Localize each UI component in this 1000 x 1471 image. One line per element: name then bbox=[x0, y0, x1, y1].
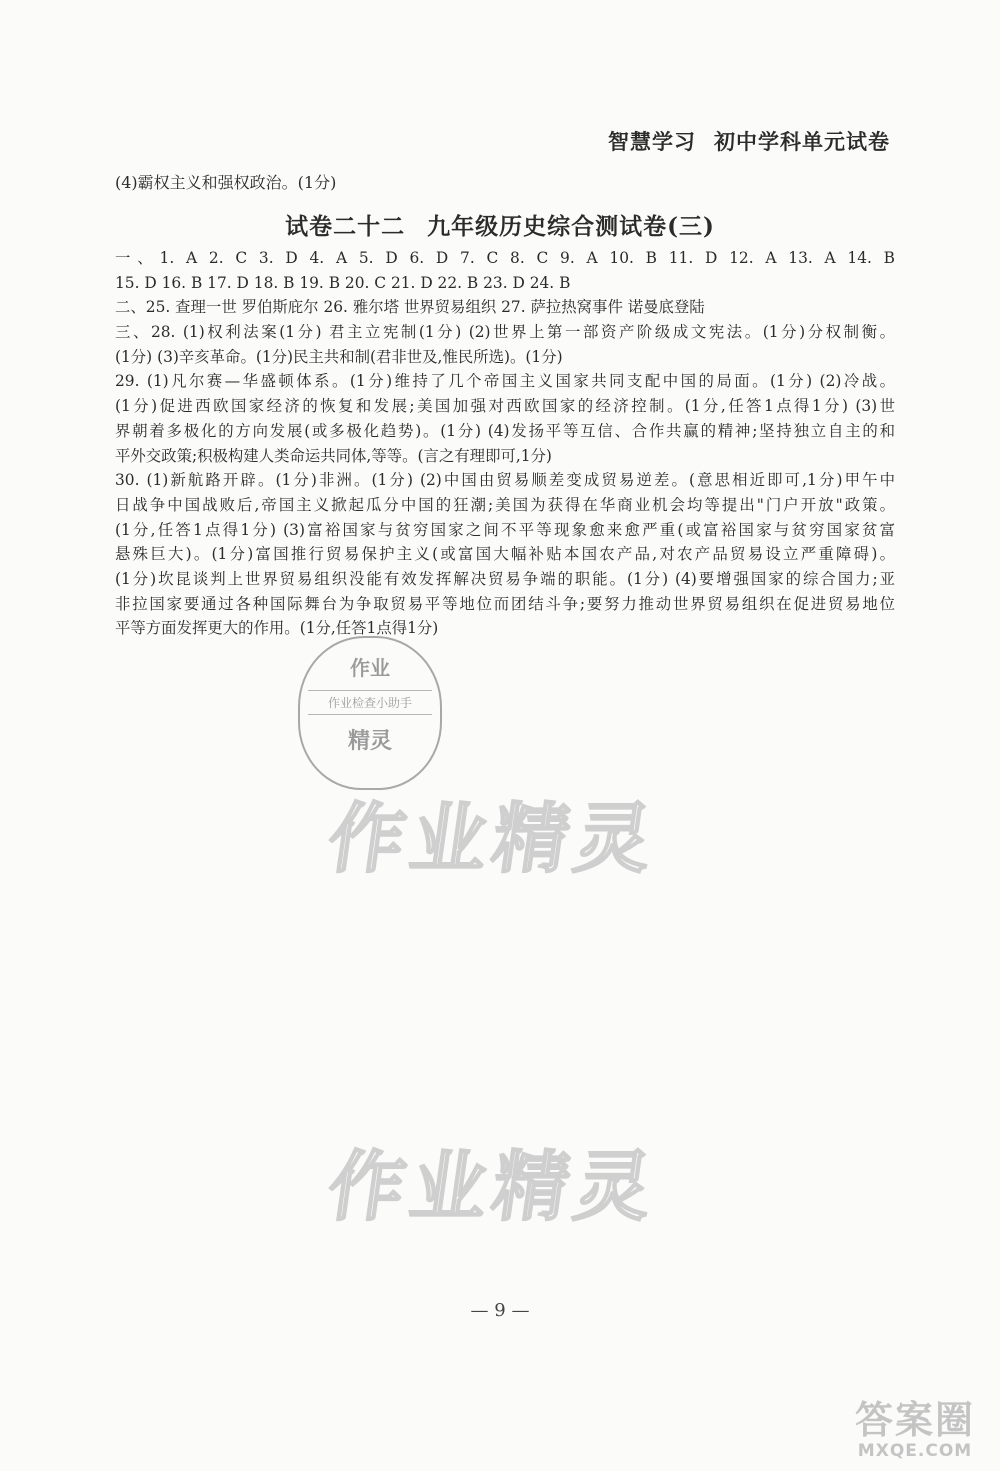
answer-line: 平外交政策;积极构建人类命运共同体,等等。(言之有理即可,1分) bbox=[115, 446, 552, 465]
paper-name: 九年级历史综合测试卷(三) bbox=[427, 213, 715, 240]
running-header bbox=[608, 126, 890, 156]
watermark-text: 作业精灵 bbox=[322, 794, 664, 883]
answer-line: 三、28. (1)权利法案(1分) 君主立宪制(1分) (2)世界上第一部资产阶级成文宪法。(1分)分权制衡。 bbox=[115, 323, 895, 342]
header-series: 智慧学习 bbox=[608, 129, 696, 154]
answer-line: (1分,任答1点得1分) (3)富裕国家与贫穷国家之间不平等现象愈来愈严重(或富裕国家与贫穷国家贫富 bbox=[115, 520, 895, 539]
answer-line: 界朝着多极化的方向发展(或多极化趋势)。(1分) (4)发扬平等互信、合作共赢的精神;坚持独立自主的和 bbox=[115, 421, 895, 440]
stamp-bottom-text: 精灵 bbox=[347, 729, 392, 754]
answer-line: (1分)促进西欧国家经济的恢复和发展;美国加强对西欧国家的经济控制。(1分,任答1点得1分) (3)世 bbox=[115, 397, 895, 416]
answer-body bbox=[115, 246, 895, 641]
site-logo bbox=[840, 1399, 990, 1465]
logo-mark: 答案圈 bbox=[854, 1398, 975, 1442]
answer-line: 二、25. 查理一世 罗伯斯庇尔 26. 雅尔塔 世界贸易组织 27. 萨拉热窝事件 诺曼底登陆 bbox=[115, 298, 705, 317]
watermark-text: 作业精灵 bbox=[322, 1142, 664, 1231]
answer-line: 30. (1)新航路开辟。(1分)非洲。(1分) (2)中国由贸易顺差变成贸易逆差。(意思相近即可,1分)甲午中 bbox=[115, 471, 895, 490]
answer-line: 15. D 16. B 17. D 18. B 19. B 20. C 21. D 22. B 23. D 24. B bbox=[115, 273, 571, 292]
watermark-stamp bbox=[298, 636, 442, 790]
answer-line: 悬殊巨大)。(1分)富国推行贸易保护主义(或富国大幅补贴本国农产品,对农产品贸易设立严重障碍)。 bbox=[115, 545, 895, 564]
logo-url: MXQE.COM bbox=[857, 1441, 973, 1461]
paper-number: 试卷二十二 bbox=[285, 213, 406, 240]
answer-line: 平等方面发挥更大的作用。(1分,任答1点得1分) bbox=[115, 619, 439, 638]
answer-line: 一、1. A 2. C 3. D 4. A 5. D 6. D 7. C 8. C 9. A 10. B 11. D 12. A 13. A 14. B bbox=[115, 249, 895, 267]
header-book-title: 初中学科单元试卷 bbox=[714, 129, 890, 154]
page-number: — 9 — bbox=[470, 1300, 530, 1321]
answer-line: (1分)坎昆谈判上世界贸易组织没能有效发挥解决贸易争端的职能。(1分) (4)要增强国家的综合国力;亚 bbox=[115, 569, 895, 588]
answer-line: 29. (1)凡尔赛—华盛顿体系。(1分)维持了几个帝国主义国家共同支配中国的局面。(1分) (2)冷战。 bbox=[115, 372, 895, 391]
stamp-middle-text: 作业检查小助手 bbox=[308, 690, 432, 715]
answer-line: (1分) (3)辛亥革命。(1分)民主共和制(君非世及,惟民所选)。(1分) bbox=[115, 347, 563, 366]
stamp-top-text: 作业 bbox=[350, 656, 390, 680]
previous-answer-line: (4)霸权主义和强权政治。(1分) bbox=[115, 173, 337, 192]
paper-title bbox=[0, 208, 1000, 241]
answer-line: 日战争中国战败后,帝国主义掀起瓜分中国的狂潮;美国为获得在华商业机会均等提出"门户开放"政策。 bbox=[115, 495, 895, 514]
answer-line: 非拉国家要通过各种国际舞台为争取贸易平等地位而团结斗争;要努力推动世界贸易组织在促进贸易地位 bbox=[115, 594, 895, 613]
